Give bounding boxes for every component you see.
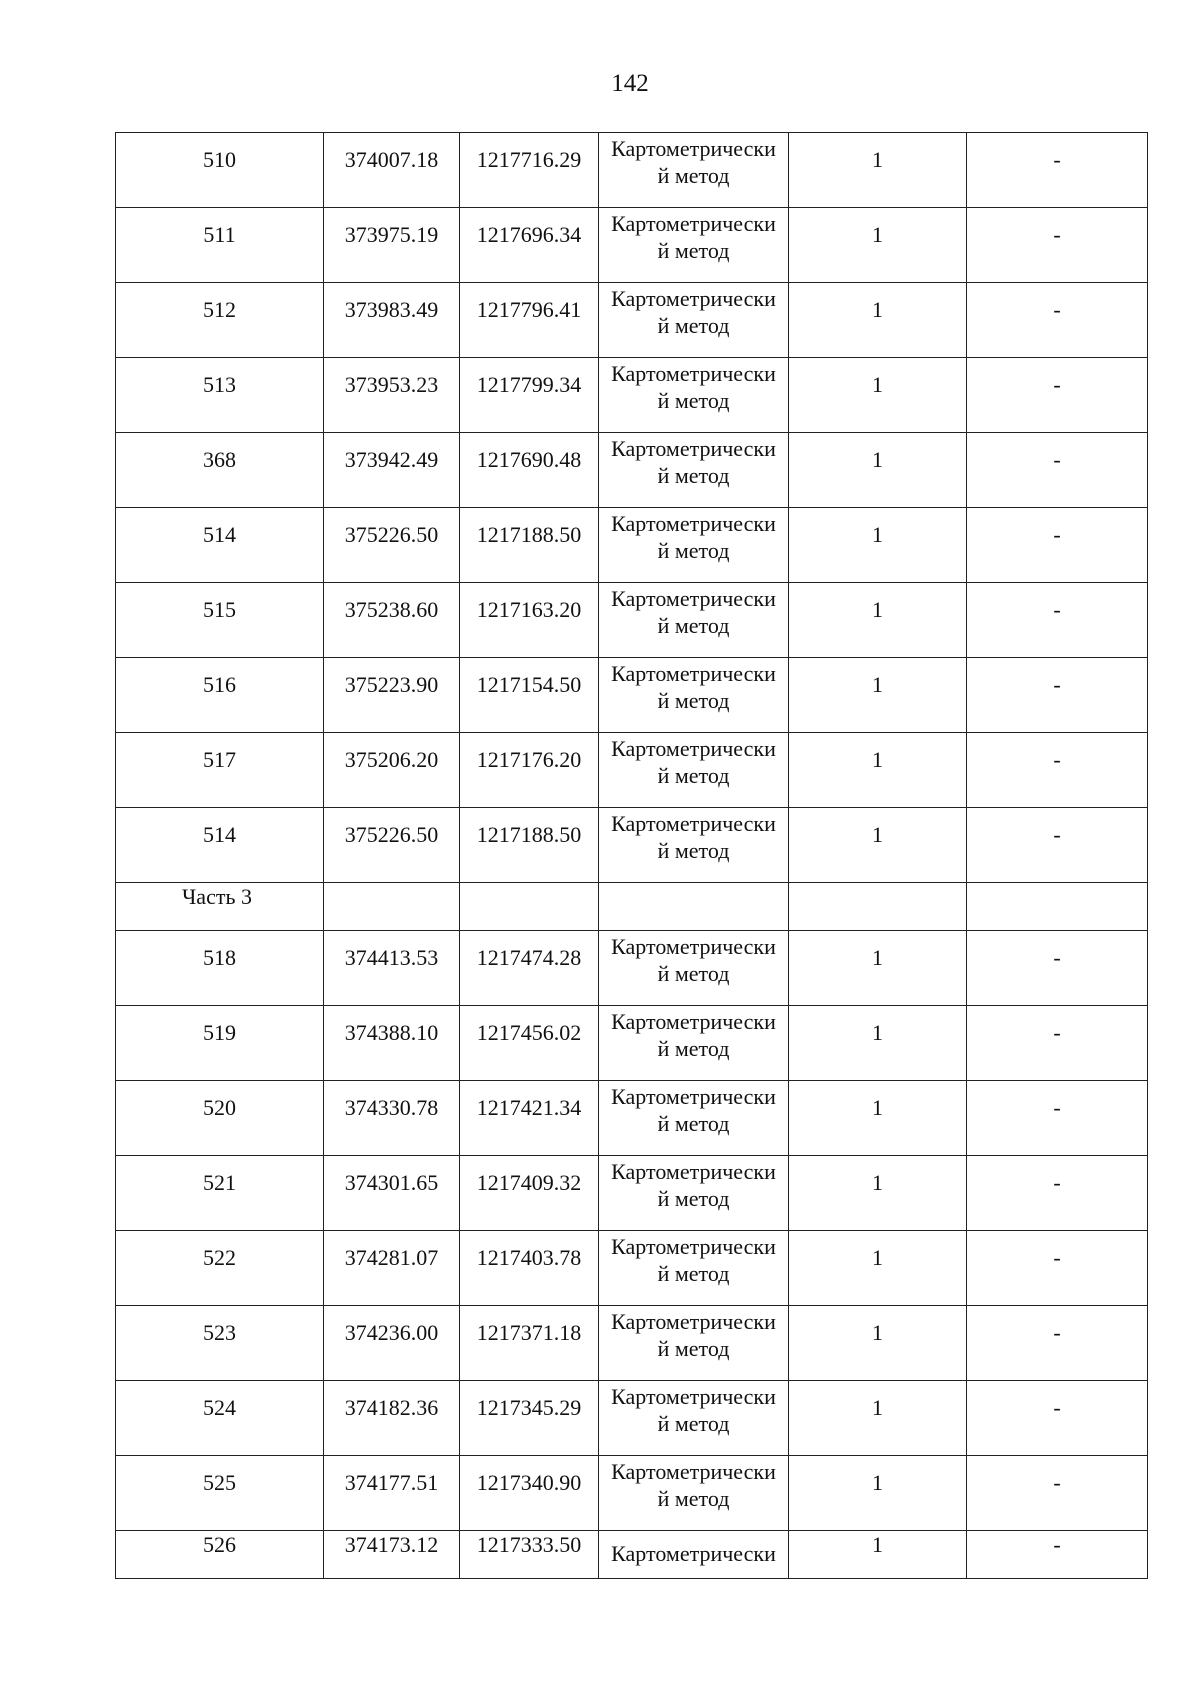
y-coordinate-cell: 1217163.20 xyxy=(460,583,599,658)
table-row xyxy=(116,433,1148,508)
method-text-line: Картометрически xyxy=(611,511,776,536)
method-text-line: й метод xyxy=(657,1411,730,1436)
x-coordinate-cell: 374413.53 xyxy=(324,931,460,1006)
note-cell: - xyxy=(967,1156,1148,1231)
note-cell: - xyxy=(967,808,1148,883)
method-cell xyxy=(599,1006,789,1081)
method-text-line: Картометрически xyxy=(611,736,776,761)
section-label: Часть 3 xyxy=(116,883,324,931)
note-cell: - xyxy=(967,283,1148,358)
method-text-line: Картометрически xyxy=(611,1009,776,1034)
x-coordinate-cell: 374177.51 xyxy=(324,1456,460,1531)
table-row xyxy=(116,1081,1148,1156)
y-coordinate-cell: 1217154.50 xyxy=(460,658,599,733)
x-coordinate-cell: 374182.36 xyxy=(324,1381,460,1456)
note-cell: - xyxy=(967,658,1148,733)
point-id-cell: 517 xyxy=(116,733,324,808)
table-row xyxy=(116,1156,1148,1231)
method-text-line: Картометрически xyxy=(611,1084,776,1109)
method-text-line: Картометрически xyxy=(611,1234,776,1259)
method-cell xyxy=(599,1156,789,1231)
note-cell: - xyxy=(967,1306,1148,1381)
note-cell: - xyxy=(967,1381,1148,1456)
table-row xyxy=(116,733,1148,808)
note-cell: - xyxy=(967,1081,1148,1156)
note-cell: - xyxy=(967,1231,1148,1306)
method-text-line: й метод xyxy=(657,838,730,863)
point-id-cell: 526 xyxy=(116,1531,324,1579)
table-row xyxy=(116,1006,1148,1081)
table-body xyxy=(116,133,1148,1579)
note-cell: - xyxy=(967,1531,1148,1579)
y-coordinate-cell: 1217188.50 xyxy=(460,508,599,583)
empty-cell xyxy=(967,883,1148,931)
y-coordinate-cell: 1217188.50 xyxy=(460,808,599,883)
y-coordinate-cell: 1217409.32 xyxy=(460,1156,599,1231)
method-cell xyxy=(599,733,789,808)
y-coordinate-cell: 1217345.29 xyxy=(460,1381,599,1456)
method-cell xyxy=(599,1456,789,1531)
method-text-line: й метод xyxy=(657,688,730,713)
point-id-cell: 516 xyxy=(116,658,324,733)
point-id-cell: 524 xyxy=(116,1381,324,1456)
method-cell xyxy=(599,1306,789,1381)
method-cell xyxy=(599,1381,789,1456)
note-cell: - xyxy=(967,931,1148,1006)
method-cell xyxy=(599,133,789,208)
method-text-line: й метод xyxy=(657,538,730,563)
method-text-line: Картометрически xyxy=(611,211,776,236)
empty-cell xyxy=(789,883,967,931)
y-coordinate-cell: 1217176.20 xyxy=(460,733,599,808)
method-text-line: Картометрически xyxy=(611,286,776,311)
method-text-line: Картометрически xyxy=(611,1384,776,1409)
table-row xyxy=(116,658,1148,733)
method-text-line: Картометрически xyxy=(611,436,776,461)
accuracy-cell: 1 xyxy=(789,1306,967,1381)
method-text-line: й метод xyxy=(657,961,730,986)
x-coordinate-cell: 374007.18 xyxy=(324,133,460,208)
accuracy-cell: 1 xyxy=(789,1231,967,1306)
accuracy-cell: 1 xyxy=(789,733,967,808)
method-cell xyxy=(599,433,789,508)
x-coordinate-cell: 373975.19 xyxy=(324,208,460,283)
y-coordinate-cell: 1217421.34 xyxy=(460,1081,599,1156)
method-text-line: Картометрически xyxy=(611,136,776,161)
method-cell xyxy=(599,808,789,883)
point-id-cell: 511 xyxy=(116,208,324,283)
accuracy-cell: 1 xyxy=(789,433,967,508)
note-cell: - xyxy=(967,1456,1148,1531)
table-row xyxy=(116,508,1148,583)
accuracy-cell: 1 xyxy=(789,1531,967,1579)
table-row xyxy=(116,808,1148,883)
accuracy-cell: 1 xyxy=(789,358,967,433)
method-text-line: Картометрически xyxy=(611,1159,776,1184)
coordinates-table xyxy=(115,132,1148,1579)
accuracy-cell: 1 xyxy=(789,208,967,283)
point-id-cell: 522 xyxy=(116,1231,324,1306)
method-text-line: Картометрически xyxy=(611,934,776,959)
table-row xyxy=(116,283,1148,358)
point-id-cell: 525 xyxy=(116,1456,324,1531)
point-id-cell: 510 xyxy=(116,133,324,208)
accuracy-cell: 1 xyxy=(789,808,967,883)
y-coordinate-cell: 1217371.18 xyxy=(460,1306,599,1381)
accuracy-cell: 1 xyxy=(789,931,967,1006)
y-coordinate-cell: 1217456.02 xyxy=(460,1006,599,1081)
accuracy-cell: 1 xyxy=(789,133,967,208)
method-cell xyxy=(599,931,789,1006)
accuracy-cell: 1 xyxy=(789,1381,967,1456)
table-row xyxy=(116,133,1148,208)
method-cell: Картометрически xyxy=(599,1531,789,1579)
method-text-line: й метод xyxy=(657,1261,730,1286)
point-id-cell: 523 xyxy=(116,1306,324,1381)
accuracy-cell: 1 xyxy=(789,1081,967,1156)
method-cell xyxy=(599,1081,789,1156)
method-text-line: Картометрически xyxy=(611,661,776,686)
point-id-cell: 514 xyxy=(116,808,324,883)
table-row xyxy=(116,1306,1148,1381)
table-row xyxy=(116,583,1148,658)
method-text-line: й метод xyxy=(657,613,730,638)
note-cell: - xyxy=(967,208,1148,283)
point-id-cell: 515 xyxy=(116,583,324,658)
note-cell: - xyxy=(967,358,1148,433)
point-id-cell: 518 xyxy=(116,931,324,1006)
accuracy-cell: 1 xyxy=(789,1156,967,1231)
note-cell: - xyxy=(967,733,1148,808)
method-text-line: Картометрически xyxy=(611,361,776,386)
x-coordinate-cell: 374236.00 xyxy=(324,1306,460,1381)
y-coordinate-cell: 1217333.50 xyxy=(460,1531,599,1579)
point-id-cell: 514 xyxy=(116,508,324,583)
point-id-cell: 519 xyxy=(116,1006,324,1081)
x-coordinate-cell: 375226.50 xyxy=(324,508,460,583)
accuracy-cell: 1 xyxy=(789,1006,967,1081)
method-text-line: й метод xyxy=(657,1336,730,1361)
y-coordinate-cell: 1217796.41 xyxy=(460,283,599,358)
accuracy-cell: 1 xyxy=(789,1456,967,1531)
x-coordinate-cell: 374173.12 xyxy=(324,1531,460,1579)
method-cell xyxy=(599,508,789,583)
x-coordinate-cell: 374301.65 xyxy=(324,1156,460,1231)
x-coordinate-cell: 374388.10 xyxy=(324,1006,460,1081)
point-id-cell: 521 xyxy=(116,1156,324,1231)
note-cell: - xyxy=(967,133,1148,208)
table-row xyxy=(116,1231,1148,1306)
method-cell xyxy=(599,1231,789,1306)
section-row xyxy=(116,883,1148,931)
point-id-cell: 513 xyxy=(116,358,324,433)
empty-cell xyxy=(599,883,789,931)
page-number: 142 xyxy=(611,70,649,97)
y-coordinate-cell: 1217690.48 xyxy=(460,433,599,508)
note-cell: - xyxy=(967,583,1148,658)
y-coordinate-cell: 1217799.34 xyxy=(460,358,599,433)
method-cell xyxy=(599,583,789,658)
x-coordinate-cell: 374330.78 xyxy=(324,1081,460,1156)
method-text-line: Картометрически xyxy=(611,1459,776,1484)
accuracy-cell: 1 xyxy=(789,658,967,733)
point-id-cell: 512 xyxy=(116,283,324,358)
accuracy-cell: 1 xyxy=(789,283,967,358)
x-coordinate-cell: 375238.60 xyxy=(324,583,460,658)
method-cell xyxy=(599,208,789,283)
method-text-line: й метод xyxy=(657,1111,730,1136)
note-cell: - xyxy=(967,508,1148,583)
table-row xyxy=(116,931,1148,1006)
method-text-line: й метод xyxy=(657,238,730,263)
x-coordinate-cell: 373983.49 xyxy=(324,283,460,358)
table-row xyxy=(116,208,1148,283)
method-text-line: Картометрически xyxy=(611,811,776,836)
table-row xyxy=(116,1456,1148,1531)
table-row xyxy=(116,1531,1148,1579)
x-coordinate-cell: 375223.90 xyxy=(324,658,460,733)
table-row xyxy=(116,358,1148,433)
note-cell: - xyxy=(967,433,1148,508)
method-text-line: Картометрически xyxy=(611,1309,776,1334)
method-text-line: й метод xyxy=(657,1186,730,1211)
method-cell xyxy=(599,658,789,733)
y-coordinate-cell: 1217403.78 xyxy=(460,1231,599,1306)
method-text-line: Картометрически xyxy=(611,586,776,611)
point-id-cell: 368 xyxy=(116,433,324,508)
x-coordinate-cell: 373942.49 xyxy=(324,433,460,508)
x-coordinate-cell: 374281.07 xyxy=(324,1231,460,1306)
method-text-line: й метод xyxy=(657,313,730,338)
note-cell: - xyxy=(967,1006,1148,1081)
y-coordinate-cell: 1217716.29 xyxy=(460,133,599,208)
accuracy-cell: 1 xyxy=(789,583,967,658)
x-coordinate-cell: 373953.23 xyxy=(324,358,460,433)
method-text-line: й метод xyxy=(657,1486,730,1511)
method-text-line: й метод xyxy=(657,388,730,413)
table-row xyxy=(116,1381,1148,1456)
y-coordinate-cell: 1217474.28 xyxy=(460,931,599,1006)
x-coordinate-cell: 375206.20 xyxy=(324,733,460,808)
method-text-line: й метод xyxy=(657,163,730,188)
method-cell xyxy=(599,283,789,358)
accuracy-cell: 1 xyxy=(789,508,967,583)
method-text-line: й метод xyxy=(657,763,730,788)
x-coordinate-cell: 375226.50 xyxy=(324,808,460,883)
method-text-line: й метод xyxy=(657,1036,730,1061)
empty-cell xyxy=(460,883,599,931)
method-text-line: й метод xyxy=(657,463,730,488)
y-coordinate-cell: 1217340.90 xyxy=(460,1456,599,1531)
point-id-cell: 520 xyxy=(116,1081,324,1156)
empty-cell xyxy=(324,883,460,931)
y-coordinate-cell: 1217696.34 xyxy=(460,208,599,283)
method-cell xyxy=(599,358,789,433)
